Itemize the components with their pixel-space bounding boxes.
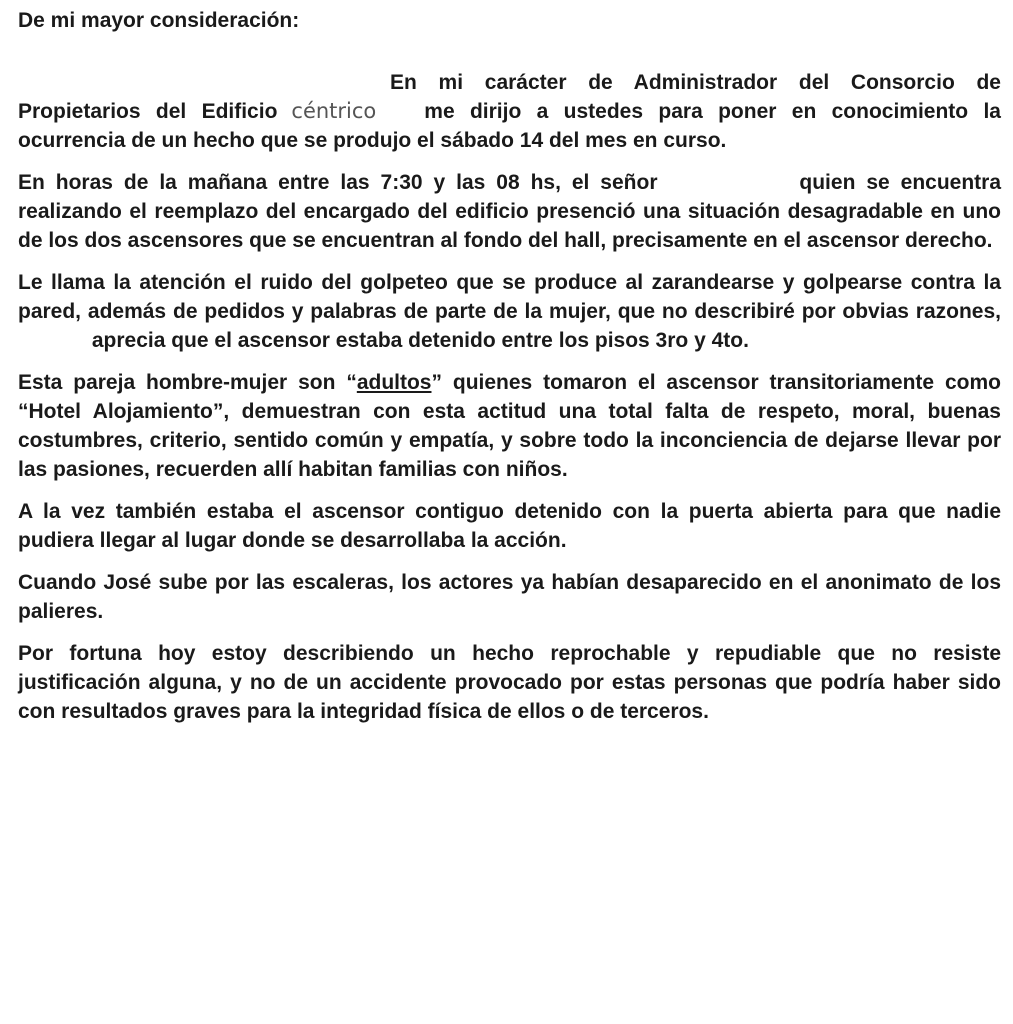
open-quote: “ [346,371,357,394]
paragraph-5: A la vez también estaba el ascensor contiguo detenido con la puerta abierta para que nadie pudiera llegar al lugar donde se desarrollaba la acción. [18,500,1001,552]
handwritten-insert: céntrico [291,99,377,123]
paragraph-1-text-b: me dirijo a ustedes para poner en conocimiento la ocurrencia de un hecho que se produjo el sábado 14 del mes en curso. [18,100,1001,152]
paragraph-2 [18,168,1001,255]
paragraph-4 [18,368,1001,484]
paragraph-1-text-a: En mi carácter de Administrador del Consorcio de Propietarios del Edificio [18,71,1001,123]
paragraph-6: Cuando José sube por las escaleras, los actores ya habían desaparecido en el anonimato de los palieres. [18,571,1001,623]
emphasized-word: adultos [356,371,432,394]
close-quote: ” [431,371,442,394]
redacted-name [668,174,788,192]
paragraph-4-text-a: Esta pareja hombre-mujer son [18,371,336,394]
paragraph-3-text-b: aprecia que el ascensor estaba detenido entre los pisos 3ro y 4to. [91,329,749,352]
paragraph-4-text-b: quienes tomaron el ascensor transitoriamente como “Hotel Alojamiento”, demuestran con esta actitud una total falta de respeto, moral, buenas costumbres, criterio, sentido común y empatía, y sobre todo la inconciencia de dejarse llevar por las pasiones, recuerden allí habitan familias con niños. [18,371,1001,481]
paragraph-7: Por fortuna hoy estoy describiendo un hecho reprochable y repudiable que no resiste justificación alguna, y no de un accidente provocado por estas personas que podría haber sido con resultados graves para la integridad física de ellos o de terceros. [18,642,1001,723]
paragraph-2-text-b: quien se encuentra realizando el reemplazo del encargado del edificio presenció una situación desagradable en uno de los dos ascensores que se encuentran al fondo del hall, precisamente en el ascensor derecho. [18,171,1002,252]
greeting: De mi mayor consideración: [18,9,300,32]
paragraph-2-text-a: En horas de la mañana entre las 7:30 y las 08 hs, el señor [18,171,658,194]
paragraph-1 [18,68,1001,155]
paragraph-3 [18,268,1001,355]
redacted-name-2 [18,332,86,350]
paragraph-3-text-a: Le llama la atención el ruido del golpeteo que se produce al zarandearse y golpearse contra la pared, además de pedidos y palabras de parte de la mujer, que no describiré por obvias razones, [18,271,1001,323]
